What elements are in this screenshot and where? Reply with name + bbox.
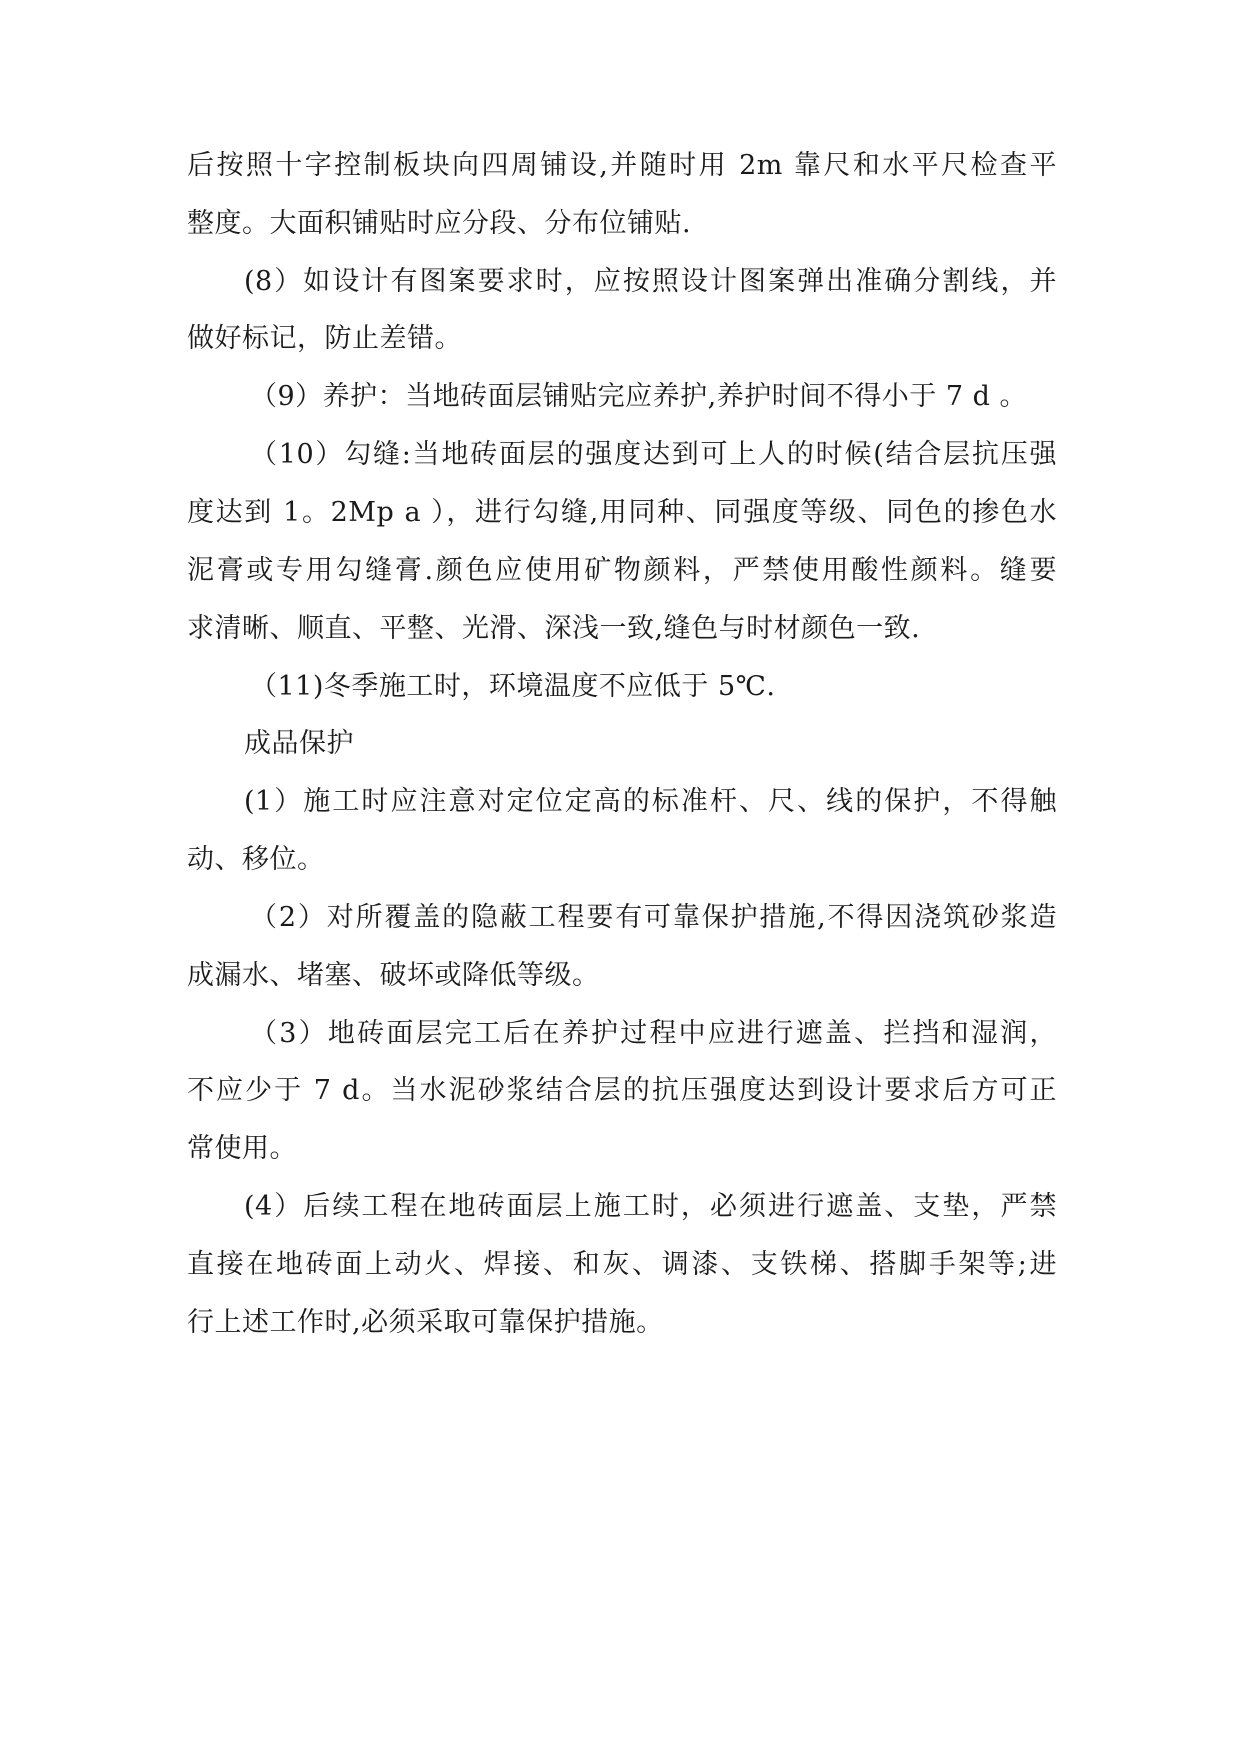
text-line: 动、移位。: [187, 844, 325, 875]
text-line: 直接在地砖面上动火、焊接、和灰、调漆、支铁梯、搭脚手架等;进: [187, 1249, 1057, 1280]
text-line: 后按照十字控制板块向四周铺设,并随时用 2m 靠尺和水平尺检查平: [187, 150, 1057, 181]
text-line: 成漏水、堵塞、破坏或降低等级。: [187, 960, 600, 991]
text-line: （9）养护：当地砖面层铺贴完应养护,养护时间不得小于 7 d 。: [250, 381, 1027, 412]
text-line: 度达到 1。2Mp a ），进行勾缝,用同种、同强度等级、同色的掺色水: [187, 497, 1057, 528]
text-line: 不应少于 7 d。当水泥砂浆结合层的抗压强度达到设计要求后方可正: [187, 1075, 1057, 1106]
text-line: 整度。大面积铺贴时应分段、分布位铺贴.: [187, 208, 692, 239]
text-line: （11)冬季施工时，环境温度不应低于 5℃.: [250, 671, 776, 702]
text-line: 做好标记，防止差错。: [187, 323, 462, 354]
text-line: 泥膏或专用勾缝膏.颜色应使用矿物颜料，严禁使用酸性颜料。缝要: [187, 555, 1057, 586]
text-line: （10）勾缝:当地砖面层的强度达到可上人的时候(结合层抗压强: [250, 439, 1057, 470]
text-line: 求清晰、顺直、平整、光滑、深浅一致,缝色与时材颜色一致.: [187, 613, 921, 644]
text-line: 常使用。: [187, 1133, 297, 1164]
text-line: (1）施工时应注意对定位定高的标准杆、尺、线的保护，不得触: [244, 786, 1057, 817]
text-line: (4）后续工程在地砖面层上施工时，必须进行遮盖、支垫，严禁: [244, 1191, 1057, 1222]
section-heading: 成品保护: [244, 728, 354, 759]
text-line: 行上述工作时,必须采取可靠保护措施。: [187, 1307, 664, 1338]
text-line: (8）如设计有图案要求时，应按照设计图案弹出准确分割线，并: [244, 266, 1057, 297]
text-line: （2）对所覆盖的隐蔽工程要有可靠保护措施,不得因浇筑砂浆造: [250, 902, 1057, 933]
text-line: （3）地砖面层完工后在养护过程中应进行遮盖、拦挡和湿润，: [250, 1018, 1057, 1049]
